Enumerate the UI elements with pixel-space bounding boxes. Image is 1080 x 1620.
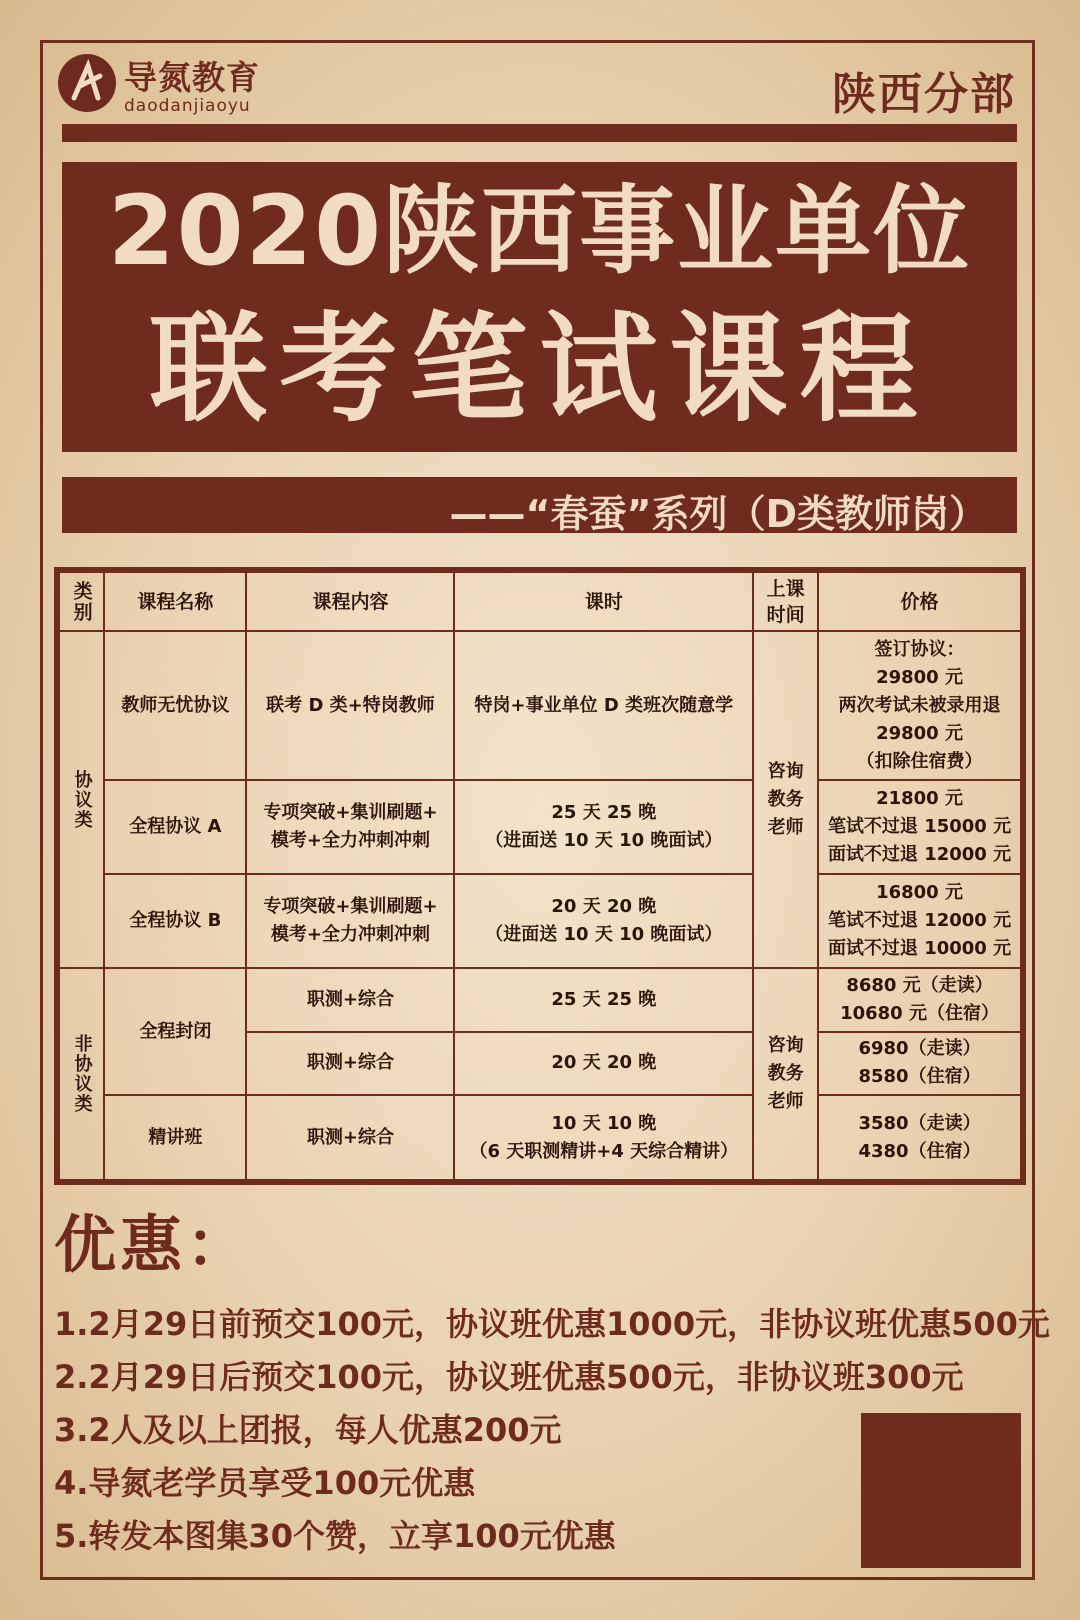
header-content: 课程内容: [246, 572, 454, 631]
table-header-row: [59, 572, 1021, 631]
promo-title: 优惠：: [54, 1208, 253, 1281]
course-price: 签订协议： 29800 元 两次考试未被录用退 29800 元 （扣除住宿费）: [818, 631, 1021, 780]
course-content: 专项突破+集训刷题+ 模考+全力冲刺冲刺: [246, 780, 454, 874]
subtitle-text: ——“春蚕”系列（D类教师岗）: [449, 492, 987, 536]
course-content: 职测+综合: [246, 968, 454, 1031]
header-name: 课程名称: [104, 572, 246, 631]
course-hours: 20 天 20 晚: [454, 1032, 753, 1095]
course-price: 16800 元 笔试不过退 12000 元 面试不过退 10000 元: [818, 874, 1021, 968]
course-hours: 25 天 25 晚 （进面送 10 天 10 晚面试）: [454, 780, 753, 874]
class-time: 咨询教务老师: [753, 631, 818, 968]
promo-item: 4.导氮老学员享受100元优惠: [54, 1464, 476, 1502]
course-name: 全程封闭: [104, 968, 246, 1095]
category-non-agreement: 非协议类: [59, 968, 104, 1180]
course-name: 全程协议 B: [104, 874, 246, 968]
course-content: 职测+综合: [246, 1032, 454, 1095]
promo-item: 1.2月29日前预交100元，协议班优惠1000元，非协议班优惠500元: [54, 1305, 1050, 1343]
subtitle-banner: [62, 477, 1017, 536]
header-time: 上课时间: [753, 572, 818, 631]
logo-mark-icon: [58, 54, 116, 112]
header-hours: 课时: [454, 572, 753, 631]
promo-item: 5.转发本图集30个赞，立享100元优惠: [54, 1517, 616, 1555]
qr-code-placeholder: [861, 1413, 1021, 1568]
course-content: 职测+综合: [246, 1095, 454, 1180]
table-row: [59, 631, 1021, 780]
course-name: 精讲班: [104, 1095, 246, 1180]
title-line-1: 2020陕西事业单位: [107, 175, 972, 287]
course-price: 6980（走读） 8580（住宿）: [818, 1032, 1021, 1095]
table-row: [59, 780, 1021, 874]
course-hours: 25 天 25 晚: [454, 968, 753, 1031]
category-agreement: 协议类: [59, 631, 104, 968]
title-line-2: 联考笔试课程: [149, 300, 930, 438]
brand-logo: [58, 52, 288, 122]
brand-name-cn: 导氮教育: [124, 58, 260, 97]
table-row: [59, 968, 1021, 1031]
divider-bar: [62, 124, 1017, 142]
class-time: 咨询教务老师: [753, 968, 818, 1180]
promo-item: 3.2人及以上团报，每人优惠200元: [54, 1411, 562, 1449]
brand-name-en: daodanjiaoyu: [124, 96, 251, 116]
course-price: 8680 元（走读） 10680 元（住宿）: [818, 968, 1021, 1031]
promo-item: 2.2月29日后预交100元，协议班优惠500元，非协议班300元: [54, 1358, 964, 1396]
table-row: [59, 874, 1021, 968]
course-name: 教师无忧协议: [104, 631, 246, 780]
course-hours: 特岗+事业单位 D 类班次随意学: [454, 631, 753, 780]
course-table: [54, 567, 1026, 1185]
course-name: 全程协议 A: [104, 780, 246, 874]
header-category: 类别: [59, 572, 104, 631]
course-price: 21800 元 笔试不过退 15000 元 面试不过退 12000 元: [818, 780, 1021, 874]
course-content: 专项突破+集训刷题+ 模考+全力冲刺冲刺: [246, 874, 454, 968]
branch-label: 陕西分部: [832, 69, 1016, 120]
title-banner: [62, 162, 1017, 452]
table-row: [59, 1095, 1021, 1180]
header-price: 价格: [818, 572, 1021, 631]
course-hours: 10 天 10 晚 （6 天职测精讲+4 天综合精讲）: [454, 1095, 753, 1180]
course-price: 3580（走读） 4380（住宿）: [818, 1095, 1021, 1180]
course-content: 联考 D 类+特岗教师: [246, 631, 454, 780]
course-hours: 20 天 20 晚 （进面送 10 天 10 晚面试）: [454, 874, 753, 968]
